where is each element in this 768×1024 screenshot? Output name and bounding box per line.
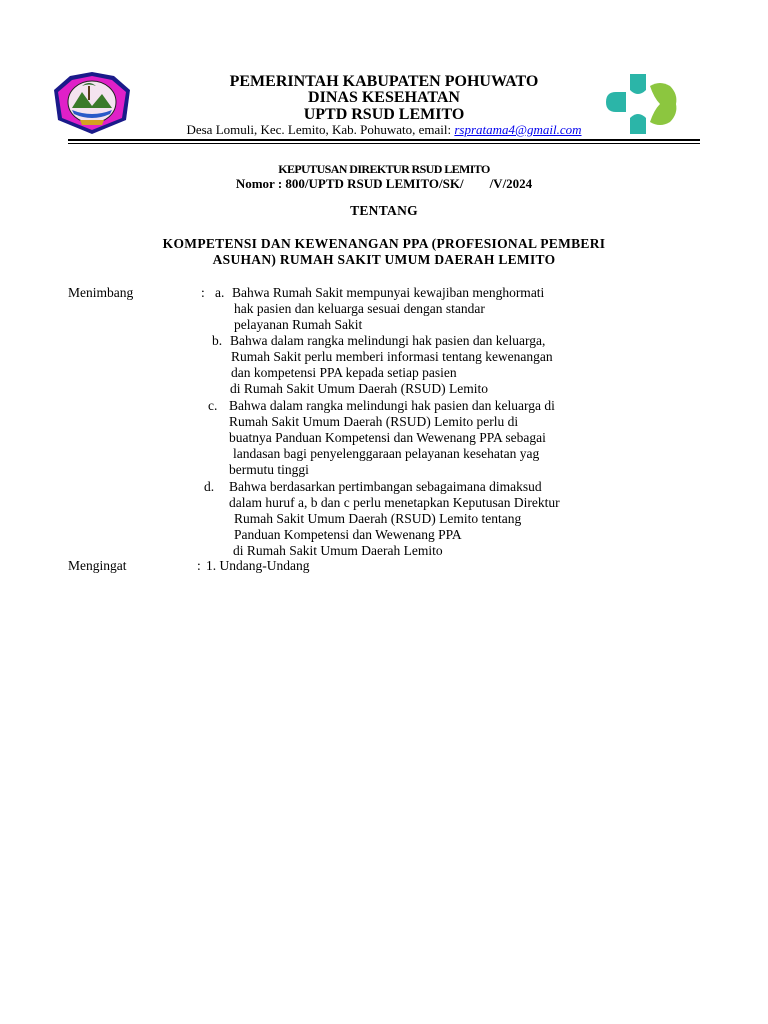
- item-c-line: Bahwa dalam rangka melindungi hak pasien dan keluarga di: [229, 398, 555, 413]
- decree-about: TENTANG: [350, 203, 418, 218]
- item-c-line: landasan bagi penyelenggaraan pelayanan kesehatan yag: [233, 446, 540, 461]
- mengingat-item: 1. Undang-Undang: [206, 558, 310, 573]
- decree-number: Nomor : 800/UPTD RSUD LEMITO/SK/ /V/2024: [235, 176, 533, 191]
- item-d-line: di Rumah Sakit Umum Daerah Lemito: [233, 543, 443, 558]
- letterhead-rule-thin: [68, 143, 700, 144]
- letterhead-rule-thick: [68, 139, 700, 141]
- item-d-letter: d.: [204, 479, 215, 494]
- item-d-line: Panduan Kompetensi dan Wewenang PPA: [234, 527, 462, 542]
- item-b-line: Bahwa dalam rangka melindungi hak pasien dan keluarga,: [230, 333, 546, 348]
- item-b-line: Rumah Sakit perlu memberi informasi tentang kewenangan: [231, 349, 553, 364]
- mengingat-label: Mengingat: [68, 558, 127, 573]
- letterhead-address: [0, 122, 768, 138]
- item-c-line: Rumah Sakit Umum Daerah (RSUD) Lemito perlu di: [229, 414, 519, 429]
- item-a-line: pelayanan Rumah Sakit: [234, 317, 363, 332]
- item-c-letter: c.: [208, 398, 218, 413]
- item-c-line: buatnya Panduan Kompetensi dan Wewenang PPA sebagai: [229, 430, 546, 445]
- item-b-letter: b.: [212, 333, 223, 348]
- letterhead-line-1: PEMERINTAH KABUPATEN POHUWATO: [229, 73, 539, 90]
- item-d-line: Bahwa berdasarkan pertimbangan sebagaimana dimaksud: [229, 479, 542, 494]
- letterhead-line-3: UPTD RSUD LEMITO: [303, 106, 465, 123]
- menimbang-label: Menimbang: [68, 285, 134, 300]
- menimbang-colon: :: [201, 285, 205, 300]
- decree-title: KEPUTUSAN DIREKTUR RSUD LEMITO: [278, 162, 490, 176]
- mengingat-colon: :: [197, 558, 201, 573]
- item-b-line: di Rumah Sakit Umum Daerah (RSUD) Lemito: [230, 381, 488, 396]
- item-d-line: Rumah Sakit Umum Daerah (RSUD) Lemito tentang: [234, 511, 522, 526]
- email-link[interactable]: rspratama4@gmail.com: [454, 122, 582, 137]
- item-a-line: Bahwa Rumah Sakit mempunyai kewajiban menghormati: [232, 285, 545, 300]
- decree-subject-line-2: ASUHAN) RUMAH SAKIT UMUM DAERAH LEMITO: [212, 252, 556, 267]
- item-c-line: bermutu tinggi: [229, 462, 309, 477]
- item-d-line: dalam huruf a, b dan c perlu menetapkan Keputusan Direktur: [229, 495, 560, 510]
- decree-subject-line-1: KOMPETENSI DAN KEWENANGAN PPA (PROFESIONAL PEMBERI: [162, 236, 606, 251]
- address-text: Desa Lomuli, Kec. Lemito, Kab. Pohuwato, email:: [186, 122, 455, 137]
- item-a-line: hak pasien dan keluarga sesuai dengan standar: [234, 301, 485, 316]
- letterhead-line-2: DINAS KESEHATAN: [308, 89, 460, 106]
- item-a-letter: a.: [215, 285, 225, 300]
- item-b-line: dan kompetensi PPA kepada setiap pasien: [231, 365, 457, 380]
